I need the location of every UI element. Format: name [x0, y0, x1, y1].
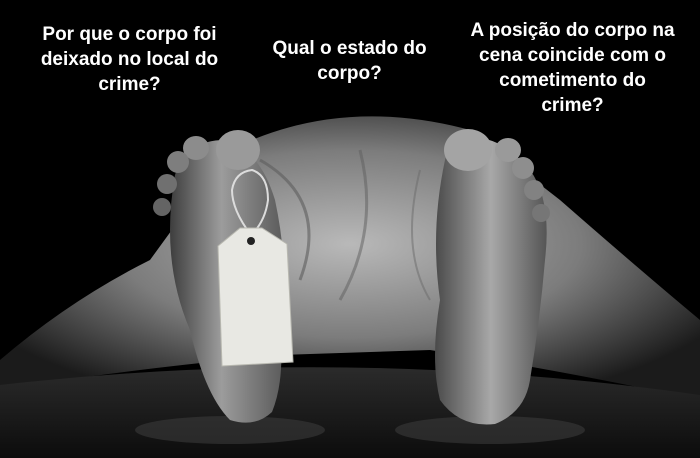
question-right: A posição do corpo na cena coincide com o cometimento do crime?: [470, 20, 675, 116]
toe-tag: [218, 228, 293, 366]
question-center: Qual o estado do corpo?: [272, 38, 427, 84]
question-left: Por que o corpo foi deixado no local do crime?: [40, 24, 219, 95]
